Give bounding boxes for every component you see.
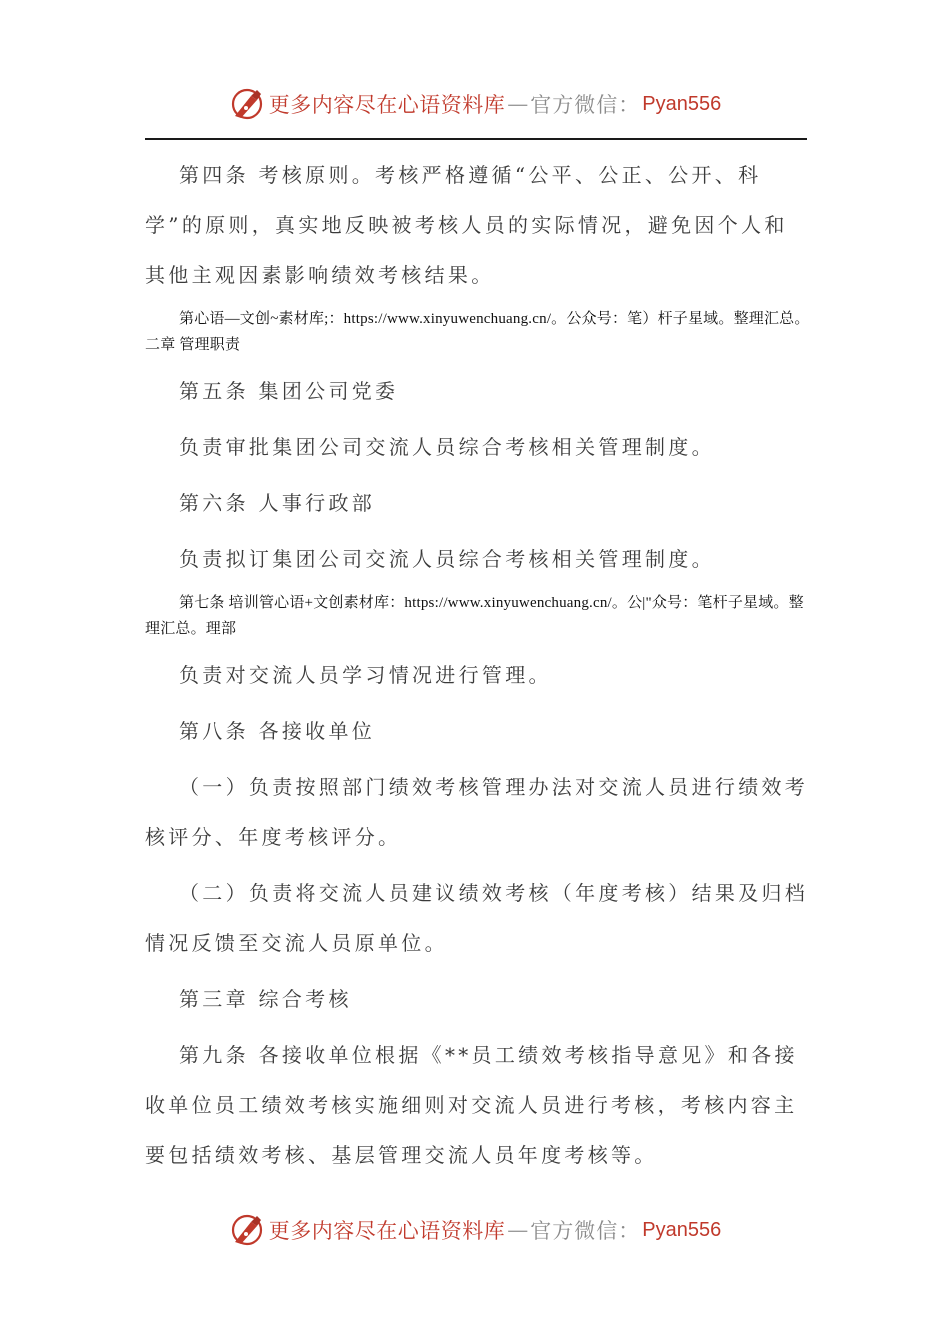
article-8-heading: 第八条 各接收单位 <box>179 719 376 743</box>
footer-banner <box>0 1210 950 1250</box>
article-5-heading: 第五条 集团公司党委 <box>179 379 399 403</box>
header-slogan: 更多内容尽在心语资料库 <box>268 93 506 117</box>
header-dash: — <box>507 92 529 116</box>
article-6-heading: 第六条 人事行政部 <box>179 491 376 515</box>
footer-wechat-id: Pyan556 <box>642 1218 722 1241</box>
pen-nib-logo-icon <box>229 86 265 122</box>
footer-slogan: 更多内容尽在心语资料库 <box>268 1219 506 1243</box>
article-8-item-1: （一）负责按照部门绩效考核管理办法对交流人员进行绩效考核评分、年度考核评分。 <box>145 775 809 849</box>
watermark-note-article-7: 第七条 培训管心语+文创素材库：https://www.xinyuwenchuang.cn/。公|"众号：笔杆子星域。整理汇总。理部 <box>145 595 804 637</box>
footer-wechat-label: 官方微信： <box>530 1219 641 1243</box>
article-5-duty: 负责审批集团公司交流人员综合考核相关管理制度。 <box>179 435 715 459</box>
chapter-3-heading: 第三章 综合考核 <box>179 987 352 1011</box>
watermark-note-chapter-2: 第心语—文创~素材库;：https://www.xinyuwenchuang.cn/。公众号：笔）杆子星域。整理汇总。二章 管理职责 <box>145 311 810 353</box>
header-wechat-label: 官方微信： <box>530 93 641 117</box>
article-7-duty: 负责对交流人员学习情况进行管理。 <box>179 663 552 687</box>
article-9-text: 第九条 各接收单位根据《**员工绩效考核指导意见》和各接收单位员工绩效考核实施细则对交流人员进行考核，考核内容主要包括绩效考核、基层管理交流人员年度考核等。 <box>145 1043 798 1167</box>
document-body <box>145 150 810 1186</box>
pen-nib-logo-icon <box>229 1212 265 1248</box>
article-6-duty: 负责拟订集团公司交流人员综合考核相关管理制度。 <box>179 547 715 571</box>
header-rule <box>145 138 807 140</box>
header-banner <box>0 84 950 124</box>
article-4-principle: 第四条 考核原则。考核严格遵循“公平、公正、公开、科学”的原则，真实地反映被考核人员的实际情况，避免因个人和其他主观因素影响绩效考核结果。 <box>145 163 788 287</box>
article-8-item-2: （二）负责将交流人员建议绩效考核（年度考核）结果及归档情况反馈至交流人员原单位。 <box>145 881 809 955</box>
footer-dash: — <box>507 1218 529 1242</box>
header-wechat-id: Pyan556 <box>642 92 722 115</box>
